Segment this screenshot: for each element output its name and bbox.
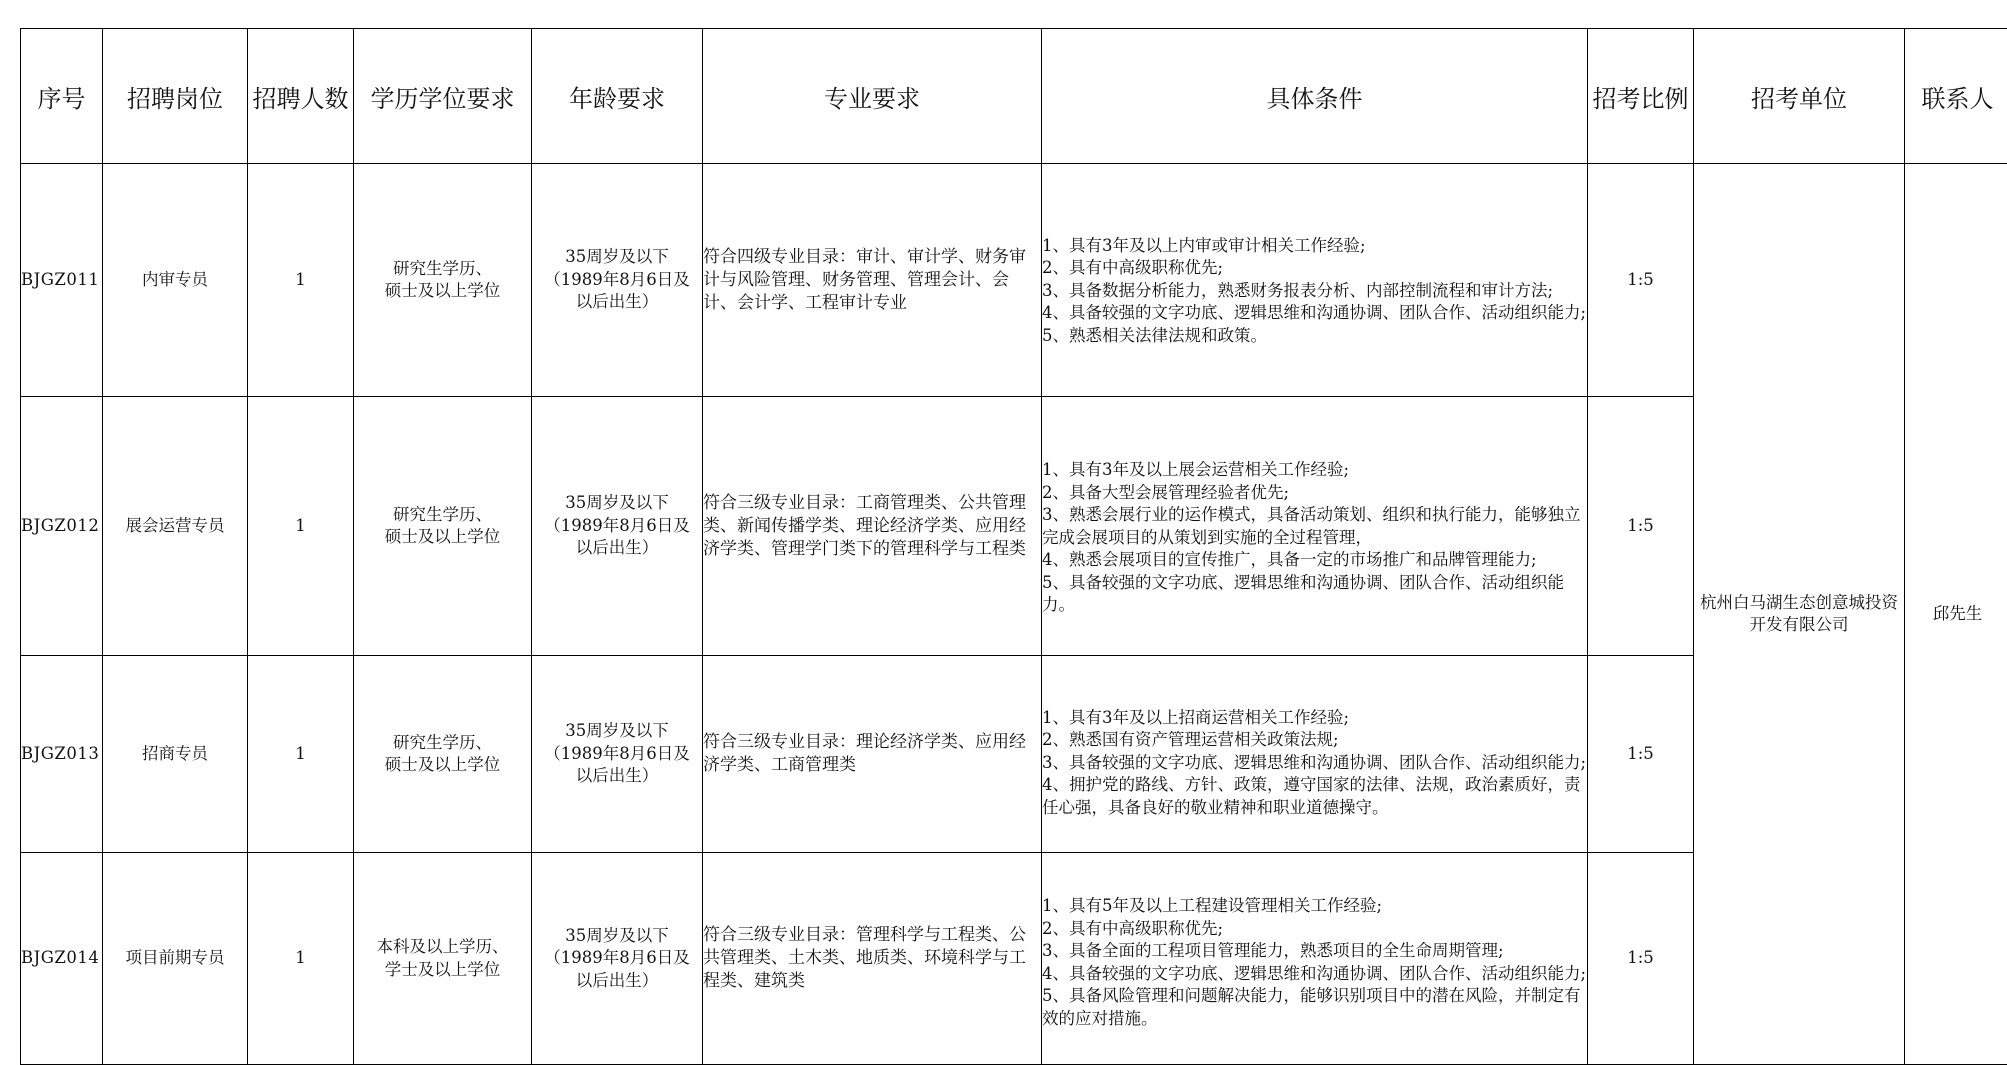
row-conditions <box>1042 853 1588 1065</box>
row-count: 1 <box>248 656 354 853</box>
row-code: BJGZ012 <box>21 397 103 656</box>
row-count: 1 <box>248 853 354 1065</box>
condition-line: 1、具有3年及以上展会运营相关工作经验; <box>1042 459 1587 482</box>
header-ratio: 招考比例 <box>1588 29 1694 164</box>
condition-line: 3、熟悉会展行业的运作模式，具备活动策划、组织和执行能力，能够独立完成会展项目的从策划到实施的全过程管理， <box>1042 504 1587 549</box>
contact-person: 邱先生 <box>1905 164 2007 1065</box>
condition-line: 5、熟悉相关法律法规和政策。 <box>1042 325 1587 348</box>
condition-line: 5、具备风险管理和问题解决能力，能够识别项目中的潜在风险，并制定有效的应对措施。 <box>1042 985 1587 1030</box>
condition-line: 2、具有中高级职称优先; <box>1042 257 1587 280</box>
condition-line: 2、具备大型会展管理经验者优先; <box>1042 482 1587 505</box>
row-code: BJGZ013 <box>21 656 103 853</box>
condition-line: 3、具备数据分析能力，熟悉财务报表分析、内部控制流程和审计方法; <box>1042 280 1587 303</box>
age-line: 35周岁及以下 <box>532 492 702 515</box>
age-line: （1989年8月6日及 <box>532 269 702 292</box>
condition-line: 1、具有5年及以上工程建设管理相关工作经验; <box>1042 895 1587 918</box>
education-line: 学士及以上学位 <box>354 959 531 982</box>
age-line: 35周岁及以下 <box>532 925 702 948</box>
age-line: （1989年8月6日及 <box>532 515 702 538</box>
header-count: 招聘人数 <box>248 29 354 164</box>
row-ratio: 1:5 <box>1588 656 1694 853</box>
row-education <box>354 397 532 656</box>
row-ratio: 1:5 <box>1588 853 1694 1065</box>
condition-line: 1、具有3年及以上内审或审计相关工作经验; <box>1042 235 1587 258</box>
condition-line: 2、具有中高级职称优先; <box>1042 918 1587 941</box>
education-line: 研究生学历、 <box>354 732 531 755</box>
education-line: 本科及以上学历、 <box>354 936 531 959</box>
condition-line: 3、具备全面的工程项目管理能力，熟悉项目的全生命周期管理; <box>1042 940 1587 963</box>
header-row <box>21 29 2007 164</box>
condition-line: 4、具备较强的文字功底、逻辑思维和沟通协调、团队合作、活动组织能力; <box>1042 963 1587 986</box>
education-line: 硕士及以上学位 <box>354 280 531 303</box>
header-age: 年龄要求 <box>532 29 703 164</box>
age-line: 以后出生） <box>532 291 702 314</box>
age-line: 35周岁及以下 <box>532 720 702 743</box>
age-line: 35周岁及以下 <box>532 246 702 269</box>
row-ratio: 1:5 <box>1588 397 1694 656</box>
education-line: 研究生学历、 <box>354 504 531 527</box>
header-education: 学历学位要求 <box>354 29 532 164</box>
education-line: 硕士及以上学位 <box>354 526 531 549</box>
row-age <box>532 853 703 1065</box>
row-age <box>532 397 703 656</box>
row-code: BJGZ014 <box>21 853 103 1065</box>
age-line: 以后出生） <box>532 765 702 788</box>
row-education <box>354 164 532 397</box>
row-age <box>532 164 703 397</box>
row-conditions <box>1042 656 1588 853</box>
row-age <box>532 656 703 853</box>
condition-line: 1、具有3年及以上招商运营相关工作经验; <box>1042 707 1587 730</box>
recruiting-unit: 杭州白马湖生态创意城投资开发有限公司 <box>1694 164 1905 1065</box>
row-position: 内审专员 <box>103 164 248 397</box>
header-conditions: 具体条件 <box>1042 29 1588 164</box>
header-unit: 招考单位 <box>1694 29 1905 164</box>
age-line: 以后出生） <box>532 970 702 993</box>
row-major: 符合三级专业目录：工商管理类、公共管理类、新闻传播学类、理论经济学类、应用经济学类、管理学门类下的管理科学与工程类 <box>703 397 1042 656</box>
row-position: 招商专员 <box>103 656 248 853</box>
education-line: 硕士及以上学位 <box>354 754 531 777</box>
age-line: （1989年8月6日及 <box>532 743 702 766</box>
header-position: 招聘岗位 <box>103 29 248 164</box>
condition-line: 4、具备较强的文字功底、逻辑思维和沟通协调、团队合作、活动组织能力; <box>1042 302 1587 325</box>
condition-line: 4、拥护党的路线、方针、政策，遵守国家的法律、法规，政治素质好，责任心强，具备良好的敬业精神和职业道德操守。 <box>1042 774 1587 819</box>
header-contact: 联系人 <box>1905 29 2007 164</box>
row-major: 符合四级专业目录：审计、审计学、财务审计与风险管理、财务管理、管理会计、会计、会计学、工程审计专业 <box>703 164 1042 397</box>
row-ratio: 1:5 <box>1588 164 1694 397</box>
row-count: 1 <box>248 164 354 397</box>
age-line: （1989年8月6日及 <box>532 947 702 970</box>
row-code: BJGZ011 <box>21 164 103 397</box>
row-education <box>354 656 532 853</box>
row-major: 符合三级专业目录：理论经济学类、应用经济学类、工商管理类 <box>703 656 1042 853</box>
header-index: 序号 <box>21 29 103 164</box>
education-line: 研究生学历、 <box>354 258 531 281</box>
header-major: 专业要求 <box>703 29 1042 164</box>
row-position: 展会运营专员 <box>103 397 248 656</box>
condition-line: 4、熟悉会展项目的宣传推广，具备一定的市场推广和品牌管理能力; <box>1042 549 1587 572</box>
row-conditions <box>1042 164 1588 397</box>
recruitment-table <box>20 28 2007 1065</box>
row-conditions <box>1042 397 1588 656</box>
row-education <box>354 853 532 1065</box>
row-count: 1 <box>248 397 354 656</box>
condition-line: 3、具备较强的文字功底、逻辑思维和沟通协调、团队合作、活动组织能力; <box>1042 752 1587 775</box>
row-major: 符合三级专业目录：管理科学与工程类、公共管理类、土木类、地质类、环境科学与工程类、建筑类 <box>703 853 1042 1065</box>
condition-line: 2、熟悉国有资产管理运营相关政策法规; <box>1042 729 1587 752</box>
table-row <box>21 164 2007 397</box>
age-line: 以后出生） <box>532 537 702 560</box>
condition-line: 5、具备较强的文字功底、逻辑思维和沟通协调、团队合作、活动组织能力。 <box>1042 572 1587 617</box>
row-position: 项目前期专员 <box>103 853 248 1065</box>
